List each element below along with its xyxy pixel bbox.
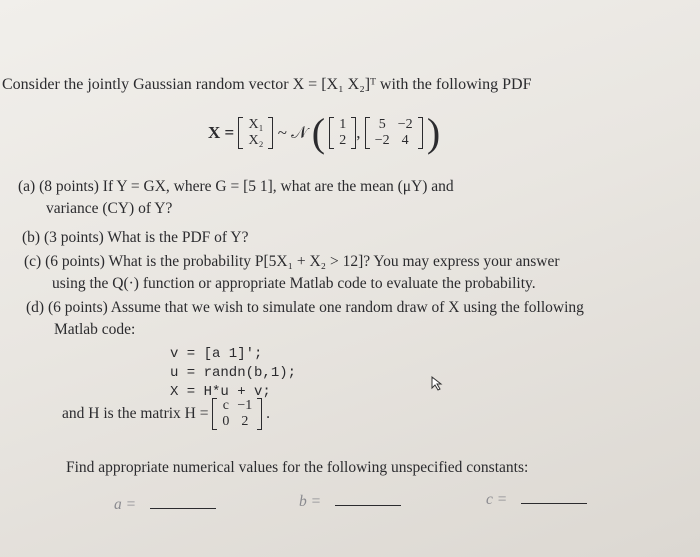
part-c-line2: using the Q(·) function or appropriate Matlab code to evaluate the probability. bbox=[52, 275, 536, 292]
gaussian-symbol: ~ 𝒩 bbox=[277, 123, 308, 142]
answer-a-label: a = bbox=[114, 496, 137, 513]
answer-b-blank[interactable] bbox=[335, 505, 401, 506]
part-a-line1: (a) (8 points) If Y = GX, where G = [5 1], what are the mean (μY) and bbox=[18, 178, 454, 195]
matrix-h bbox=[212, 398, 262, 430]
mean-entry: 2 bbox=[339, 133, 347, 148]
matrix-h-suffix: . bbox=[266, 405, 271, 422]
mean-vector bbox=[329, 117, 356, 149]
vector-entry: X₂ bbox=[248, 133, 264, 148]
covariance-matrix bbox=[365, 117, 423, 149]
mouse-pointer-icon bbox=[430, 375, 446, 391]
close-paren: ) bbox=[426, 110, 441, 155]
cov-entry: −2 bbox=[397, 117, 413, 132]
open-paren: ( bbox=[311, 110, 326, 155]
code-line-3: X = H*u + v; bbox=[170, 384, 271, 400]
distribution-equation: X = X₁ X₂ ~ 𝒩 ( 1 2 , 5 −2 −2 4 ) bbox=[208, 110, 441, 155]
answer-b-label: b = bbox=[299, 493, 322, 510]
h-entry: 0 bbox=[222, 414, 230, 429]
matrix-h-statement bbox=[62, 398, 270, 430]
part-d-line1: (d) (6 points) Assume that we wish to simulate one random draw of X using the following bbox=[26, 299, 584, 316]
answer-c-label: c = bbox=[486, 491, 508, 508]
cov-entry: 4 bbox=[401, 133, 409, 148]
code-line-1: v = [a 1]'; bbox=[170, 346, 263, 362]
part-b-line1: (b) (3 points) What is the PDF of Y? bbox=[22, 229, 249, 246]
cov-entry: −2 bbox=[374, 133, 390, 148]
vector-entry: X₁ bbox=[248, 117, 264, 132]
problem-intro: Consider the jointly Gaussian random vector X = [X₁ X₂]ᵀ with the following PDF bbox=[2, 76, 532, 93]
part-d-line2: Matlab code: bbox=[54, 321, 136, 338]
h-entry: −1 bbox=[237, 398, 253, 413]
find-instruction: Find appropriate numerical values for the following unspecified constants: bbox=[66, 459, 529, 476]
random-vector bbox=[238, 117, 273, 149]
answer-a bbox=[114, 497, 216, 513]
answer-b bbox=[299, 494, 401, 510]
h-entry: 2 bbox=[241, 414, 249, 429]
mean-entry: 1 bbox=[339, 117, 347, 132]
cov-entry: 5 bbox=[378, 117, 386, 132]
answer-c-blank[interactable] bbox=[521, 503, 587, 504]
part-c-line1: (c) (6 points) What is the probability P[5X₁ + X₂ > 12]? You may express your answer bbox=[24, 253, 560, 270]
equation-lhs: X = bbox=[208, 123, 235, 142]
code-line-2: u = randn(b,1); bbox=[170, 365, 297, 381]
matrix-h-prefix: and H is the matrix H = bbox=[62, 405, 209, 422]
answer-c bbox=[486, 492, 587, 508]
answer-a-blank[interactable] bbox=[150, 508, 216, 509]
part-a-line2: variance (CY) of Y? bbox=[46, 200, 173, 217]
h-entry: c bbox=[222, 398, 229, 413]
